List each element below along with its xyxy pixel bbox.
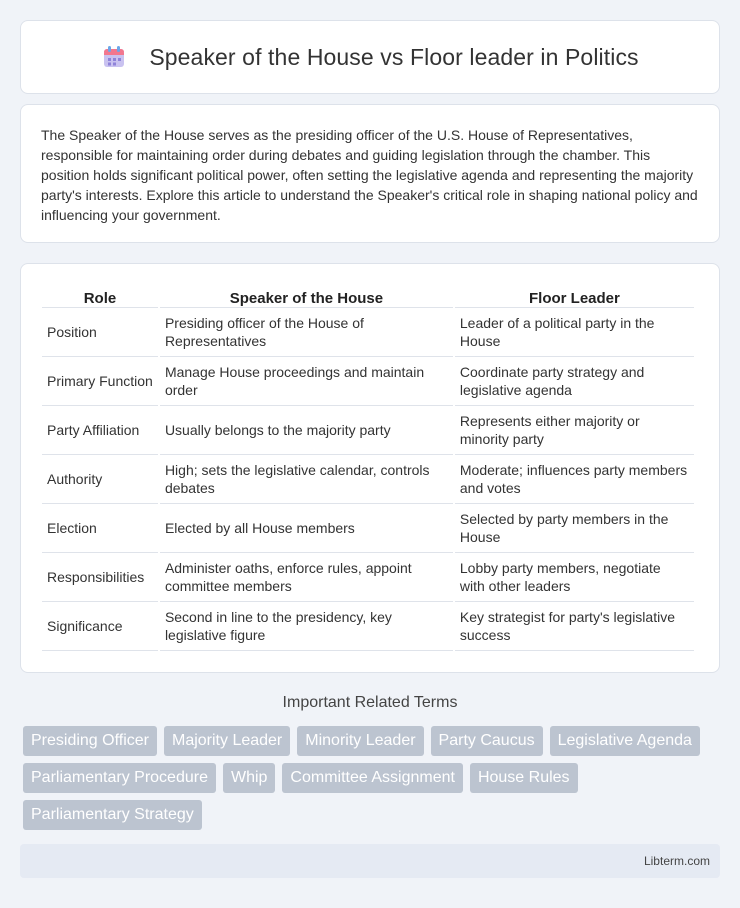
speaker-cell: Usually belongs to the majority party (160, 406, 453, 455)
floor-leader-cell: Moderate; influences party members and votes (455, 455, 694, 504)
tag-minority-leader[interactable]: Minority Leader (297, 726, 423, 756)
speaker-cell: Manage House proceedings and maintain order (160, 357, 453, 406)
tag-committee-assignment[interactable]: Committee Assignment (282, 763, 463, 793)
tag-parliamentary-strategy[interactable]: Parliamentary Strategy (23, 800, 202, 830)
intro-card (20, 104, 720, 243)
floor-leader-cell: Represents either majority or minority party (455, 406, 694, 455)
table-row (42, 357, 694, 406)
header-card (20, 20, 720, 94)
comparison-table (40, 282, 696, 651)
floor-leader-cell: Lobby party members, negotiate with other leaders (455, 553, 694, 602)
header-floor-leader: Floor Leader (455, 282, 694, 308)
speaker-cell: Second in line to the presidency, key legislative figure (160, 602, 453, 651)
floor-leader-cell: Selected by party members in the House (455, 504, 694, 553)
table-row (42, 553, 694, 602)
tag-presiding-officer[interactable]: Presiding Officer (23, 726, 157, 756)
footer (20, 844, 720, 878)
header-speaker: Speaker of the House (160, 282, 453, 308)
row-label: Significance (42, 602, 158, 651)
table-row (42, 455, 694, 504)
footer-site-link[interactable]: Libterm.com (643, 854, 710, 868)
row-label: Party Affiliation (42, 406, 158, 455)
row-label: Responsibilities (42, 553, 158, 602)
related-terms-title: Important Related Terms (282, 694, 458, 711)
row-label: Primary Function (42, 357, 158, 406)
table-row (42, 504, 694, 553)
calendar-icon (101, 44, 127, 70)
tag-whip[interactable]: Whip (223, 763, 275, 793)
table-row (42, 602, 694, 651)
speaker-cell: Administer oaths, enforce rules, appoint committee members (160, 553, 453, 602)
floor-leader-cell: Leader of a political party in the House (455, 308, 694, 357)
row-label: Authority (42, 455, 158, 504)
page-title: Speaker of the House vs Floor leader in Politics (149, 43, 639, 70)
intro-text: The Speaker of the House serves as the presiding officer of the U.S. House of Representatives, responsible for maintaining order during debates and guiding legislation through the chamber. This position holds significant political power, often setting the legislative agenda and representing the majority party's interests. Explore this article to understand the Speaker's critical role in shaping national policy and influencing your government. (41, 127, 698, 223)
table-row (42, 406, 694, 455)
row-label: Position (42, 308, 158, 357)
table-header-row (42, 282, 694, 308)
tag-parliamentary-procedure[interactable]: Parliamentary Procedure (23, 763, 216, 793)
tag-legislative-agenda[interactable]: Legislative Agenda (550, 726, 700, 756)
speaker-cell: Presiding officer of the House of Representatives (160, 308, 453, 357)
speaker-cell: Elected by all House members (160, 504, 453, 553)
floor-leader-cell: Key strategist for party's legislative success (455, 602, 694, 651)
speaker-cell: High; sets the legislative calendar, controls debates (160, 455, 453, 504)
comparison-table-card (20, 263, 720, 673)
row-label: Election (42, 504, 158, 553)
header-role: Role (42, 282, 158, 308)
tag-party-caucus[interactable]: Party Caucus (431, 726, 543, 756)
tag-house-rules[interactable]: House Rules (470, 763, 578, 793)
tag-majority-leader[interactable]: Majority Leader (164, 726, 290, 756)
related-terms-tags (23, 726, 723, 837)
floor-leader-cell: Coordinate party strategy and legislative agenda (455, 357, 694, 406)
table-row (42, 308, 694, 357)
